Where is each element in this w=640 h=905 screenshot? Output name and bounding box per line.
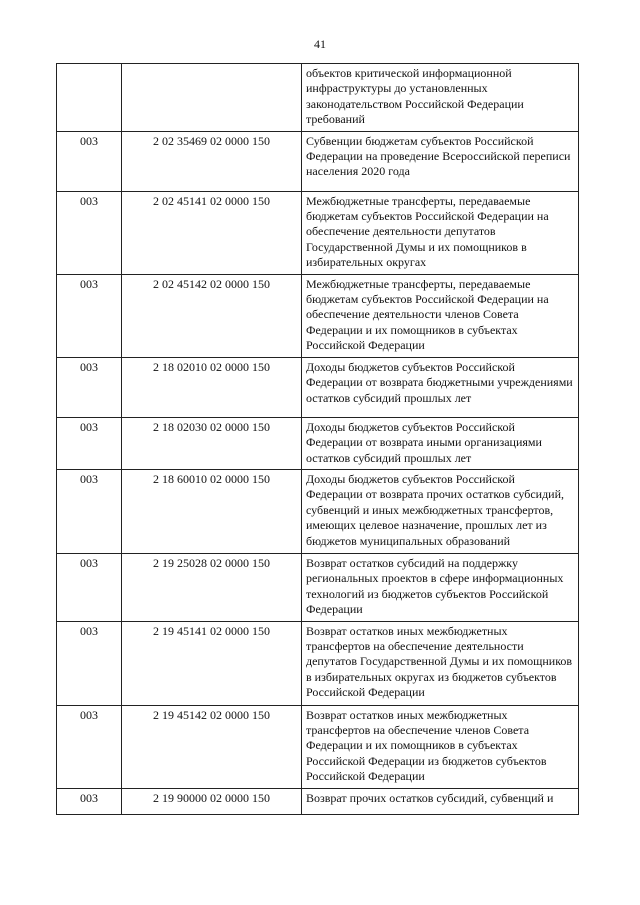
table-row <box>57 417 579 469</box>
admin-code-cell: 003 <box>57 553 122 621</box>
table-row <box>57 191 579 274</box>
admin-code-cell: 003 <box>57 705 122 788</box>
table-row <box>57 64 579 132</box>
revenue-name-cell: объектов критической информационной инфраструктуры до установленных законодательством Российской Федерации требований <box>302 64 579 132</box>
budget-code-cell: 2 18 60010 02 0000 150 <box>122 469 302 553</box>
revenue-name-cell: Доходы бюджетов субъектов Российской Федерации от возврата иными организациями остатков субсидий прошлых лет <box>302 417 579 469</box>
admin-code-cell: 003 <box>57 417 122 469</box>
admin-code-cell: 003 <box>57 357 122 417</box>
admin-code-cell: 003 <box>57 131 122 191</box>
table-row <box>57 357 579 417</box>
revenue-name-cell: Возврат остатков субсидий на поддержку региональных проектов в сфере информационных технологий из бюджетов субъектов Российской Федерации <box>302 553 579 621</box>
budget-code-cell: 2 18 02030 02 0000 150 <box>122 417 302 469</box>
table-row <box>57 131 579 191</box>
table-row <box>57 274 579 357</box>
table-row <box>57 553 579 621</box>
budget-code-cell <box>122 64 302 132</box>
table-row <box>57 469 579 553</box>
revenue-name-cell: Возврат прочих остатков субсидий, субвенций и <box>302 788 579 814</box>
budget-code-cell: 2 02 45142 02 0000 150 <box>122 274 302 357</box>
table-row <box>57 788 579 814</box>
admin-code-cell: 003 <box>57 469 122 553</box>
page-number: 41 <box>314 37 326 51</box>
budget-code-cell: 2 18 02010 02 0000 150 <box>122 357 302 417</box>
revenue-name-cell: Межбюджетные трансферты, передаваемые бюджетам субъектов Российской Федерации на обеспечение деятельности членов Совета Федерации и их помощников в субъектах Российской Федерации <box>302 274 579 357</box>
revenue-name-cell: Межбюджетные трансферты, передаваемые бюджетам субъектов Российской Федерации на обеспечение деятельности депутатов Государственной Думы и их помощников в избирательных округах <box>302 191 579 274</box>
table-row <box>57 705 579 788</box>
budget-code-cell: 2 02 45141 02 0000 150 <box>122 191 302 274</box>
admin-code-cell: 003 <box>57 621 122 705</box>
admin-code-cell: 003 <box>57 274 122 357</box>
revenue-name-cell: Доходы бюджетов субъектов Российской Федерации от возврата бюджетными учреждениями остатков субсидий прошлых лет <box>302 357 579 417</box>
revenue-codes-table <box>56 63 579 815</box>
budget-code-cell: 2 02 35469 02 0000 150 <box>122 131 302 191</box>
budget-code-cell: 2 19 45141 02 0000 150 <box>122 621 302 705</box>
revenue-name-cell: Доходы бюджетов субъектов Российской Федерации от возврата прочих остатков субсидий, субвенций и иных межбюджетных трансфертов, имеющих целевое назначение, прошлых лет из бюджетов муниципальных образований <box>302 469 579 553</box>
budget-code-cell: 2 19 25028 02 0000 150 <box>122 553 302 621</box>
admin-code-cell: 003 <box>57 788 122 814</box>
revenue-name-cell: Возврат остатков иных межбюджетных трансфертов на обеспечение членов Совета Федерации и их помощников в субъектах Российской Федерации из бюджетов субъектов Российской Федерации <box>302 705 579 788</box>
table-row <box>57 621 579 705</box>
budget-code-cell: 2 19 90000 02 0000 150 <box>122 788 302 814</box>
admin-code-cell <box>57 64 122 132</box>
admin-code-cell: 003 <box>57 191 122 274</box>
revenue-name-cell: Субвенции бюджетам субъектов Российской Федерации на проведение Всероссийской переписи населения 2020 года <box>302 131 579 191</box>
revenue-name-cell: Возврат остатков иных межбюджетных трансфертов на обеспечение деятельности депутатов Государственной Думы и их помощников в избирательных округах из бюджетов субъектов Российской Федерации <box>302 621 579 705</box>
budget-code-cell: 2 19 45142 02 0000 150 <box>122 705 302 788</box>
